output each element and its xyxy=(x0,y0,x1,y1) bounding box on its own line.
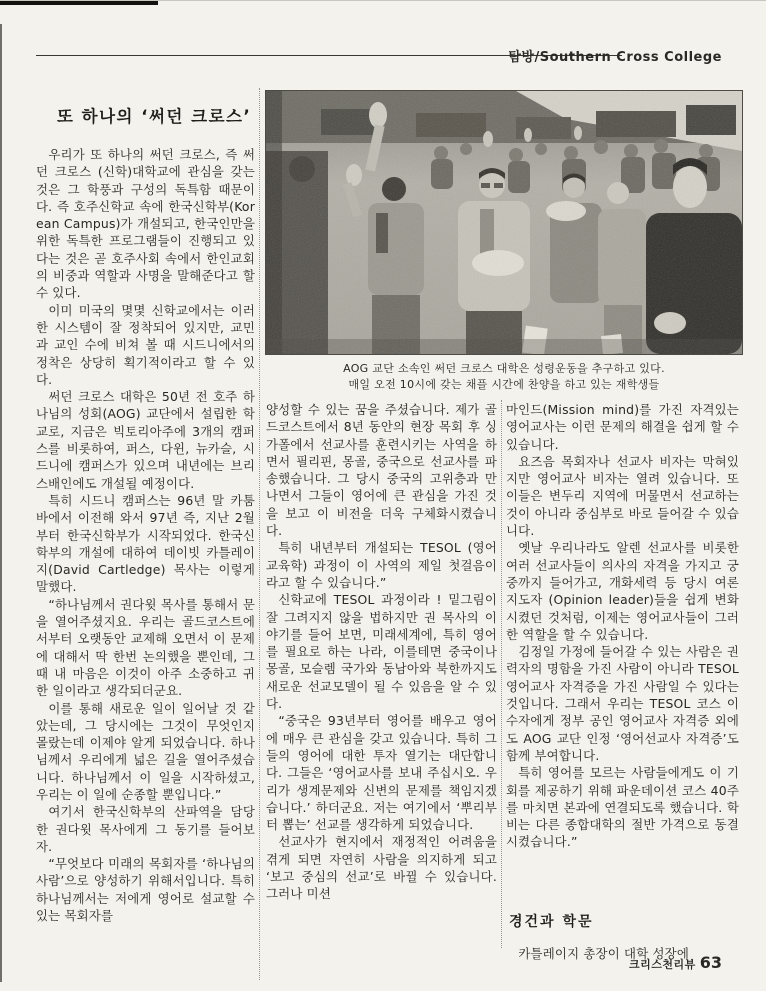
paragraph: “중국은 93년부터 영어를 배우고 영어에 매우 큰 관심을 갖고 있습니다. 특히 그들의 영어에 대한 투자 열기는 대단합니다. 그들은 ‘영어교사를 보내 주십시오. 우리가 생계문제와 신변의 문제를 책임지겠습니다.’ 하더군요. 저는 여기에서 ‘뿌리부터 뽑는’ 선교를 생각하게 되었습니다. xyxy=(266,713,497,833)
column-divider-1 xyxy=(259,88,260,980)
paragraph: 써던 크로스 대학은 50년 전 호주 하나님의 성회(AOG) 교단에서 설립한 학교로, 지금은 빅토리아주에 3개의 캠퍼스를 비롯하여, 퍼스, 다윈, 뉴카슬, 시드니에 캠퍼스가 있으며 내년에는 브리스배인에도 개설될 예정이다. xyxy=(36,389,255,491)
paragraph: 특히 내년부터 개설되는 TESOL (영어교육학) 과정이 이 사역의 제일 첫걸음이라고 할 수 있습니다.” xyxy=(266,540,497,590)
photo-caption xyxy=(265,361,743,392)
magazine-name: 크리스천리뷰 xyxy=(628,958,696,971)
paragraph: 신학교에 TESOL 과정이라 ! 밑그림이 잘 그려지지 않을 법하지만 권 목사의 이야기를 들어 보면, 미래세계에, 특히 영어를 필요로 하는 나라, 이를테면 중국이나 몽골, 모슬렘 국가와 동남아와 북한까지도 새로운 선교모델이 될 수 있음을 알 수 있다. xyxy=(266,592,497,712)
paragraph: 선교사가 현지에서 재정적인 어려움을 겪게 되면 자연히 사람을 의지하게 되고 ‘보고 중심의 선교’로 바뀔 수 있습니다. 그러나 미션 xyxy=(266,834,497,902)
scan-artifact-top-edge xyxy=(0,0,766,1)
photo-caption-line2: 매일 오전 10시에 갖는 채플 시간에 찬양을 하고 있는 재학생들 xyxy=(348,377,660,391)
text-column-2 xyxy=(266,401,497,903)
column-divider-2 xyxy=(501,400,502,948)
photo-caption-line1: AOG 교단 소속인 써던 크로스 대학은 성령운동을 추구하고 있다. xyxy=(343,362,665,375)
scan-artifact-left-edge xyxy=(0,24,2,982)
chapel-photo-illustration xyxy=(266,91,742,354)
paragraph: 마인드(Mission mind)를 가진 자격있는 영어교사는 이런 문제의 해결을 쉽게 할 수 있습니다. xyxy=(506,402,739,452)
page-number: 63 xyxy=(699,953,722,972)
section-heading: 경건과 학문 xyxy=(509,914,594,930)
paragraph: 요즈음 목회자나 선교사 비자는 막혀있지만 영어교사 비자는 열려 있습니다. 또 이들은 변두리 지역에 머물면서 선교하는 것이 아니라 중심부로 바로 들어갈 수 있습니다. xyxy=(506,453,739,539)
paragraph: 이를 통해 새로운 일이 일어날 것 같았는데, 그 당시에는 그것이 무엇인지 몰랐는데 이제야 알게 되었습니다. 하나님께서 우리에게 넓은 길을 열어주셨습니다. 하나님께서 이 일을 시작하셨고, 우리는 이 일에 순종할 뿐입니다.” xyxy=(36,700,255,802)
text-column-3 xyxy=(506,401,739,851)
paragraph: 여기서 한국신학부의 산파역을 담당한 권다윗 목사에게 그 동기를 들어보자. xyxy=(36,804,255,854)
header-section-label: 탐방/Southern Cross College xyxy=(508,50,722,65)
page-footer xyxy=(629,953,722,972)
paragraph: 특히 영어를 모르는 사람들에게도 이 기회를 제공하기 위해 파운데이션 코스 40주를 마치면 본과에 연결되도록 했습니다. 학비는 다른 종합대학의 절반 가격으로 동결시켰습니다.” xyxy=(506,765,739,850)
section-lead-paragraph: 카틀레이지 총장이 대학 성장에 xyxy=(518,946,690,961)
paragraph: “무엇보다 미래의 목회자를 ‘하나님의 사람’으로 양성하기 위해서입니다. 특히 하나님께서는 저에게 영어로 설교할 수 있는 목회자를 xyxy=(36,856,255,924)
article-title: 또 하나의 ‘써던 크로스’ xyxy=(57,107,252,126)
paragraph: 우리가 또 하나의 써던 크로스, 즉 써던 크로스 (신학)대학교에 관심을 갖는 것은 그 학풍과 구성의 독특함 때문이다. 즉 호주신학교 속에 한국신학부(Korean Campus)가 개설되고, 한국인만을 위한 독특한 프로그램들이 진행되고 있다는 것은 곧 호주사회 속에서 한인교회의 비중과 역할과 사명을 말해준다고 할 수 있다. xyxy=(36,147,255,301)
paragraph: 김정일 가정에 들어갈 수 있는 사람은 권력자의 명함을 가진 사람이 아니라 TESOL 영어교사 자격증을 가진 사람일 수 있다는 것입니다. 그래서 우리는 TESOL 코스 이수자에게 정부 공인 영어교사 자격증 외에도 AOG 교단 인정 ‘영어선교사 자격증’도 함께 부여합니다. xyxy=(506,644,739,763)
text-column-1 xyxy=(36,146,255,924)
paragraph: “하나님께서 권다윗 목사를 통해서 문을 열어주셨지요. 우리는 골드코스트에서부터 오랫동안 교제해 오면서 이 문제에 대해서 딱 한번 논의했을 뿐인데, 그때 내 마음은 이것이 아주 소중하고 귀한 일이라고 생각되더군요. xyxy=(36,596,255,699)
paragraph: 이미 미국의 몇몇 신학교에서는 이러한 시스템이 잘 정착되어 있지만, 교민과 교인 수에 비쳐 볼 때 시드니에서의 정착은 상당히 획기적이라고 할 수 있다. xyxy=(36,302,255,387)
paragraph: 옛날 우리나라도 알렌 선교사를 비롯한 여러 선교사들이 의사의 자격을 가지고 궁중까지 들어가고, 개화세력 등 당시 여론 지도자 (Opinion leader)들을 쉽게 변화시켰던 것처럼, 이제는 영어교사들이 그러한 역할을 할 수 있습니다. xyxy=(506,540,739,642)
chapel-worship-photo xyxy=(265,90,743,355)
paragraph: 양성할 수 있는 꿈을 주셨습니다. 제가 골드코스트에서 8년 동안의 현장 목회 후 싱가폴에서 선교사를 훈련시키는 사역을 하면서 필리핀, 몽골, 중국으로 선교사를 파송했습니다. 그 당시 중국의 고위층과 만나면서 그들이 영어에 큰 관심을 가진 것을 보고 이 비전을 더욱 구체화시켰습니다. xyxy=(266,402,497,539)
paragraph: 특히 시드니 캠퍼스는 96년 말 카툼바에서 이전해 와서 97년 즉, 지난 2월부터 한국신학부가 시작되었다. 한국신학부의 개설에 대하여 데이빗 카틀레이지(David Cartledge) 목사는 이렇게 말했다. xyxy=(36,492,255,595)
